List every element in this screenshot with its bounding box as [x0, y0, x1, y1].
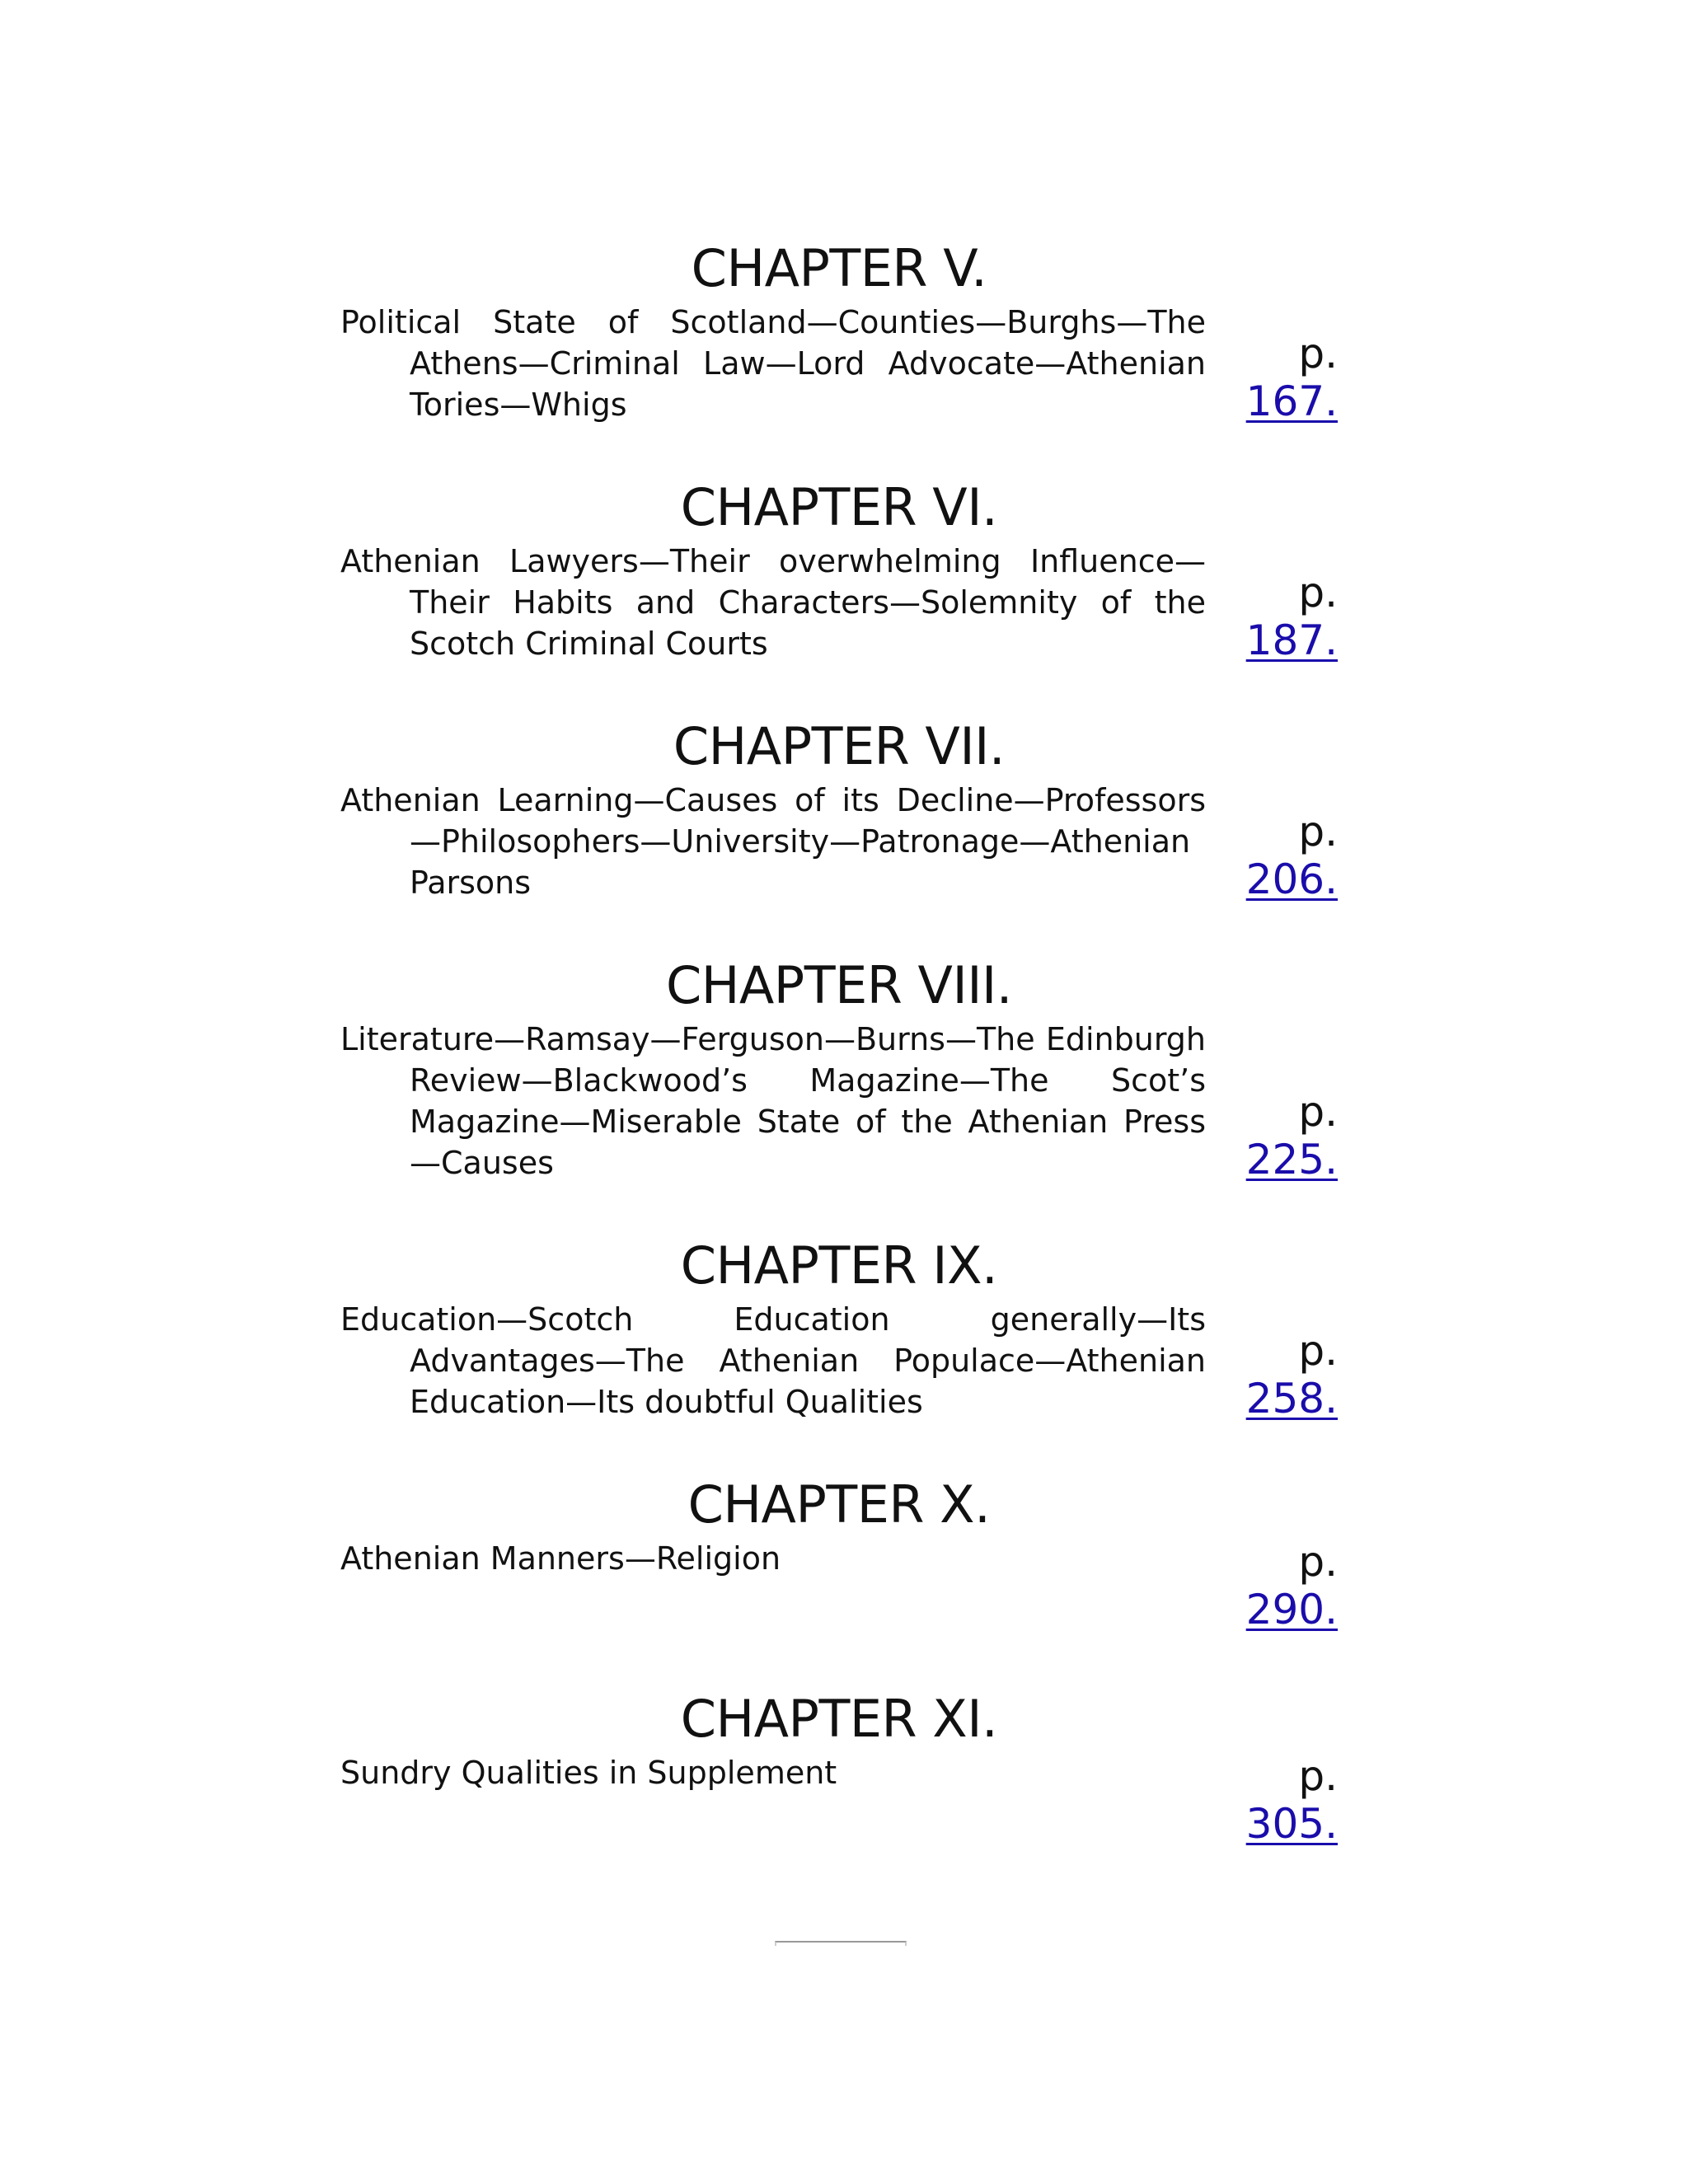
chapter-entry [340, 478, 1338, 664]
chapter-entry [340, 956, 1338, 1183]
chapter-entry-row [340, 1538, 1338, 1633]
chapter-heading: CHAPTER VI. [680, 477, 998, 537]
page-link[interactable]: 305. [1245, 1800, 1338, 1848]
chapter-entry-row [340, 780, 1338, 903]
chapter-summary: Sundry Qualities in Supplement [340, 1755, 837, 1791]
chapter-entry-row [340, 302, 1338, 425]
page-link[interactable]: 258. [1245, 1375, 1338, 1422]
page-prefix: p. [1298, 569, 1338, 616]
page-reference [1239, 1752, 1338, 1848]
page-link[interactable]: 290. [1245, 1586, 1338, 1633]
chapter-summary: Athenian Manners—Religion [340, 1540, 781, 1577]
chapter-entry [340, 1236, 1338, 1422]
page-reference [1239, 808, 1338, 903]
page-prefix: p. [1298, 1088, 1338, 1136]
chapter-summary: Athenian Learning—Causes of its Decline—Professors—Philosophers—University—Patronage—Athenian Parsons [340, 782, 1206, 901]
page-link[interactable]: 187. [1245, 616, 1338, 664]
chapter-summary: Political State of Scotland—Counties—Burghs—The Athens—Criminal Law—Lord Advocate—Athenian Tories—Whigs [340, 304, 1206, 423]
page-reference [1239, 330, 1338, 425]
page-link[interactable]: 167. [1245, 377, 1338, 425]
page-reference [1239, 569, 1338, 664]
chapter-summary: Athenian Lawyers—Their overwhelming Influence—Their Habits and Characters—Solemnity of the Scotch Criminal Courts [340, 543, 1206, 662]
chapter-entry-row [340, 541, 1338, 664]
chapter-heading: CHAPTER X. [687, 1474, 991, 1535]
chapter-entry-row [340, 1752, 1338, 1848]
page-prefix: p. [1298, 330, 1338, 377]
chapter-entry [340, 1475, 1338, 1633]
chapter-heading: CHAPTER VIII. [665, 955, 1013, 1015]
page-prefix: p. [1298, 1752, 1338, 1800]
page-reference [1239, 1538, 1338, 1633]
page-reference [1239, 1088, 1338, 1183]
section-divider [775, 1941, 907, 1946]
chapter-entry-row [340, 1019, 1338, 1183]
chapter-heading: CHAPTER XI. [680, 1689, 998, 1749]
chapter-summary: Education—Scotch Education generally—Its Advantages—The Athenian Populace—Athenian Education—Its doubtful Qualities [340, 1301, 1206, 1420]
chapter-heading: CHAPTER VII. [673, 716, 1006, 776]
page-reference [1239, 1327, 1338, 1422]
chapter-heading: CHAPTER V. [691, 238, 987, 298]
chapter-summary: Literature—Ramsay—Ferguson—Burns—The Edinburgh Review—Blackwood’s Magazine—The Scot’s Magazine—Miserable State of the Athenian Press—Causes [340, 1021, 1206, 1181]
page-prefix: p. [1298, 808, 1338, 855]
chapter-entry-row [340, 1299, 1338, 1422]
chapter-entry [340, 239, 1338, 425]
page-link[interactable]: 206. [1245, 855, 1338, 903]
chapter-entry [340, 717, 1338, 903]
chapter-heading: CHAPTER IX. [680, 1235, 998, 1296]
page-prefix: p. [1298, 1327, 1338, 1375]
page-prefix: p. [1298, 1538, 1338, 1586]
chapter-entry [340, 1690, 1338, 1848]
page-link[interactable]: 225. [1245, 1136, 1338, 1183]
